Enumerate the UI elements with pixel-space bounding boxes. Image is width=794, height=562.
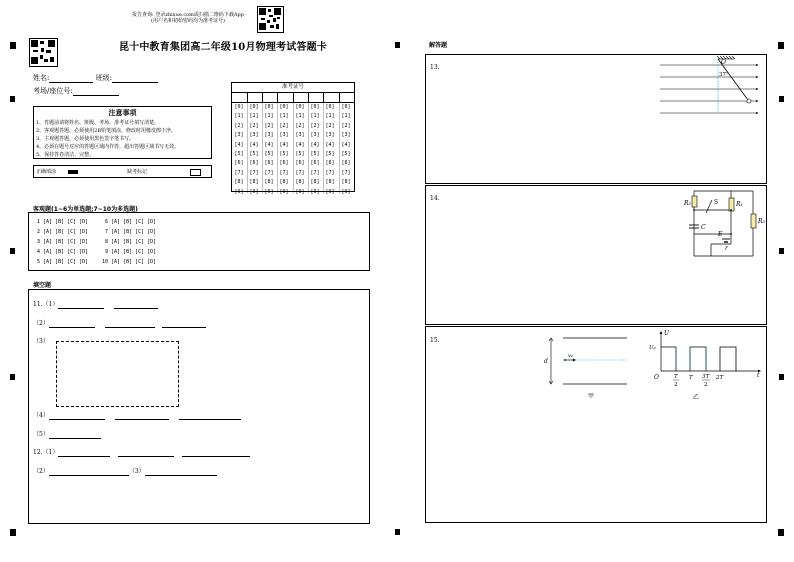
choice-row[interactable]: 2 [A] [B] [C] [D] — [37, 229, 89, 235]
q15-3t-den: 2 — [704, 382, 708, 388]
exam-id-bubble[interactable]: [3] — [279, 132, 289, 139]
choice-row[interactable]: 10 [A] [B] [C] [D] — [102, 259, 157, 265]
exam-id-bubble[interactable]: [8] — [234, 179, 244, 186]
center-mark-bottom — [395, 529, 400, 535]
q15-t-label: T — [689, 375, 693, 381]
fill-example-box — [33, 165, 212, 178]
exam-id-bubble[interactable]: [8] — [341, 179, 351, 186]
notice-item-2: 2、客观题答题，必须使用2B铅笔填涂，修改时用橡皮擦干净。 — [36, 128, 177, 134]
student-info — [33, 73, 158, 83]
blank[interactable] — [105, 320, 155, 328]
class-label: 班级: — [95, 74, 112, 82]
exam-id-bubble[interactable]: [3] — [295, 132, 305, 139]
q14-capacitor-label: C — [701, 224, 706, 231]
sheet-title: 昆十中教育集团高二年级10月物理考试答题卡 — [118, 42, 328, 53]
q11-5-label: （5） — [33, 431, 49, 438]
exam-id-bubble[interactable]: [5] — [279, 151, 289, 158]
exam-id-column — [310, 103, 320, 197]
exam-id-bubble[interactable]: [3] — [234, 132, 244, 139]
exam-id-bubble[interactable]: [7] — [249, 169, 259, 176]
corner-mark-bottom-right — [778, 529, 784, 536]
exam-id-bubble[interactable]: [8] — [325, 179, 335, 186]
exam-id-bubble[interactable]: [2] — [295, 122, 305, 129]
q12-1 — [33, 449, 250, 457]
exam-id-column — [341, 103, 351, 197]
exam-id-bubble[interactable]: [4] — [341, 141, 351, 148]
exam-id-bubble-grid[interactable] — [232, 103, 354, 193]
blank[interactable] — [179, 412, 241, 420]
q15-figure-a — [541, 332, 636, 404]
exam-id-column — [264, 103, 274, 197]
exam-id-bubble[interactable]: [5] — [234, 151, 244, 158]
exam-id-bubble[interactable]: [3] — [264, 132, 274, 139]
room-info — [33, 86, 119, 96]
room-field[interactable] — [73, 88, 119, 96]
exam-id-bubble[interactable]: [4] — [325, 141, 335, 148]
q15-caption-b: 乙 — [693, 394, 700, 401]
blank[interactable] — [182, 449, 250, 457]
exam-id-bubble[interactable]: [0] — [325, 104, 335, 110]
exam-id-bubble[interactable]: [6] — [234, 160, 244, 167]
notice-item-1: 1、答题前请将姓名、班级、考场、准考证号填写清楚。 — [36, 120, 160, 126]
notice-item-4: 4、必须在题号对应的答题区域内作答，超出答题区域书写无效。 — [36, 144, 180, 150]
choice-row[interactable]: 1 [A] [B] [C] [D] — [37, 219, 89, 225]
exam-id-bubble[interactable]: [8] — [249, 179, 259, 186]
score-notice-line2: (用户名和初始密码均为准考证号) — [151, 18, 225, 24]
q11-4 — [33, 412, 241, 420]
exam-id-bubble[interactable]: [7] — [310, 169, 320, 176]
notice-title: 注意事项 — [108, 108, 137, 117]
correct-fill-label: 正确填涂 — [36, 169, 57, 175]
q14-r2-label: R₂ — [684, 200, 691, 207]
exam-id-bubble[interactable]: [9] — [234, 188, 244, 195]
corner-mark-top-left — [10, 42, 16, 49]
blank[interactable] — [118, 449, 174, 457]
q15-v0-label: v₀ — [568, 353, 573, 359]
blank[interactable] — [145, 468, 217, 476]
q11-3-label: （3） — [33, 338, 49, 345]
q15-figure-b — [648, 327, 763, 402]
absent-mark-label: 缺考标记 — [127, 169, 148, 175]
notice-box — [33, 106, 212, 159]
q11-5 — [33, 431, 101, 439]
exam-id-bubble[interactable]: [2] — [310, 122, 320, 129]
fill-blank-title: 填空题 — [33, 282, 52, 289]
class-field[interactable] — [112, 75, 158, 83]
exam-id-bubble[interactable]: [1] — [295, 113, 305, 120]
side-mark-right-2 — [779, 248, 784, 254]
exam-id-bubble[interactable]: [2] — [279, 122, 289, 129]
q11-4-label: （4） — [33, 412, 49, 419]
exam-id-bubble[interactable]: [8] — [264, 179, 274, 186]
exam-id-bubble[interactable]: [0] — [295, 104, 305, 110]
exam-id-bubble[interactable]: [1] — [325, 113, 335, 120]
exam-id-bubble[interactable]: [8] — [310, 179, 320, 186]
q15-caption-a: 甲 — [588, 393, 595, 400]
choice-row[interactable]: 4 [A] [B] [C] [D] — [37, 249, 89, 255]
exam-id-bubble[interactable]: [5] — [341, 151, 351, 158]
absent-mark-checkbox[interactable] — [190, 169, 201, 176]
exam-id-bubble[interactable]: [7] — [279, 169, 289, 176]
choice-row[interactable]: 3 [A] [B] [C] [D] — [37, 239, 89, 245]
exam-id-bubble[interactable]: [9] — [249, 188, 259, 195]
exam-id-bubble[interactable]: [2] — [234, 122, 244, 129]
exam-id-bubble[interactable]: [5] — [325, 151, 335, 158]
choice-row[interactable]: 9 [A] [B] [C] [D] — [105, 249, 157, 255]
side-mark-left-3 — [10, 374, 15, 380]
score-notice-line1: 报告查询: 登录zhixue.com或扫描二维码下载App — [132, 12, 244, 18]
exam-id-bubble[interactable]: [5] — [264, 151, 274, 158]
q14-r1-label: R₁ — [736, 201, 743, 208]
choice-row[interactable]: 5 [A] [B] [C] [D] — [37, 259, 89, 265]
q15-origin-label: O — [654, 374, 659, 381]
exam-id-bubble[interactable]: [2] — [249, 122, 259, 129]
exam-id-bubble[interactable]: [9] — [264, 188, 274, 195]
exam-id-bubble[interactable]: [4] — [310, 141, 320, 148]
blank[interactable] — [49, 431, 101, 439]
q11-2 — [33, 320, 206, 328]
blank[interactable] — [162, 320, 206, 328]
exam-id-column — [325, 103, 335, 197]
q15-d-label: d — [544, 358, 548, 365]
q12-2-label: （2） — [33, 468, 49, 475]
exam-id-bubble[interactable]: [4] — [279, 141, 289, 148]
fill-blank-box — [28, 289, 370, 524]
blank[interactable] — [49, 320, 95, 328]
q15-2t-label: 2T — [716, 375, 724, 381]
exam-id-bubble[interactable]: [8] — [279, 179, 289, 186]
exam-id-column — [295, 103, 305, 197]
exam-id-bubble[interactable]: [7] — [264, 169, 274, 176]
name-field[interactable] — [49, 75, 93, 83]
corner-mark-top-right — [778, 42, 784, 49]
room-label: 考场/座位号: — [33, 87, 73, 95]
objective-box — [28, 212, 370, 271]
exam-id-bubble[interactable]: [6] — [295, 160, 305, 167]
exam-id-bubble[interactable]: [1] — [264, 113, 274, 120]
exam-id-bubble[interactable]: [3] — [249, 132, 259, 139]
q15-u-label: U — [664, 330, 670, 337]
exam-id-bubble[interactable]: [6] — [341, 160, 351, 167]
blank[interactable] — [115, 412, 169, 420]
q15-t-axis-label: t — [757, 372, 760, 379]
exam-id-write-row[interactable] — [232, 93, 354, 103]
q14-r3-label: R₃ — [758, 218, 765, 225]
exam-id-bubble[interactable]: [9] — [310, 188, 320, 195]
exam-id-bubble[interactable]: [1] — [279, 113, 289, 120]
exam-id-bubble[interactable]: [1] — [249, 113, 259, 120]
exam-id-bubble[interactable]: [1] — [234, 113, 244, 120]
exam-id-bubble[interactable]: [8] — [295, 179, 305, 186]
q12-label: 12.（1） — [33, 449, 59, 456]
blank[interactable] — [58, 301, 104, 309]
q13-number: 13. — [430, 64, 440, 71]
exam-id-bubble[interactable]: [4] — [249, 141, 259, 148]
sheet-qr-code — [29, 38, 58, 67]
exam-id-bubble[interactable]: [2] — [325, 122, 335, 129]
q15-3t-num: 3T — [702, 374, 710, 380]
q11-label: 11.（1） — [33, 301, 59, 308]
blank[interactable] — [114, 301, 158, 309]
q15-number: 15. — [430, 337, 440, 344]
exam-id-bubble[interactable]: [7] — [234, 169, 244, 176]
exam-id-bubble[interactable]: [6] — [249, 160, 259, 167]
exam-id-title: 准考证号 — [232, 83, 354, 93]
q12-2 — [33, 468, 217, 476]
exam-id-bubble[interactable]: [7] — [341, 169, 351, 176]
exam-id-bubble[interactable]: [6] — [264, 160, 274, 167]
side-mark-left-1 — [10, 96, 15, 102]
q11-1 — [33, 301, 158, 309]
answer-section-title: 解答题 — [429, 42, 448, 49]
notice-item-5: 5、保持答卷清洁、完整。 — [36, 152, 95, 158]
exam-id-bubble[interactable]: [6] — [279, 160, 289, 167]
exam-id-bubble[interactable]: [3] — [325, 132, 335, 139]
choice-row[interactable]: 7 [A] [B] [C] [D] — [105, 229, 157, 235]
exam-id-bubble[interactable]: [5] — [295, 151, 305, 158]
exam-id-bubble[interactable]: [0] — [341, 104, 351, 110]
choice-row[interactable]: 8 [A] [B] [C] [D] — [105, 239, 157, 245]
q12-3-label: （3） — [128, 468, 145, 475]
exam-id-bubble[interactable]: [6] — [325, 160, 335, 167]
exam-id-bubble[interactable]: [0] — [279, 104, 289, 110]
exam-id-bubble[interactable]: [9] — [341, 188, 351, 195]
exam-id-bubble[interactable]: [4] — [295, 141, 305, 148]
exam-id-bubble[interactable]: [2] — [264, 122, 274, 129]
exam-id-bubble[interactable]: [7] — [295, 169, 305, 176]
exam-id-bubble[interactable]: [0] — [310, 104, 320, 110]
q11-2-label: （2） — [33, 320, 49, 327]
exam-id-bubble[interactable]: [1] — [310, 113, 320, 120]
exam-id-bubble[interactable]: [9] — [295, 188, 305, 195]
q14-answer-box[interactable] — [425, 185, 767, 325]
exam-id-bubble[interactable]: [3] — [310, 132, 320, 139]
objective-title: 客观题(1~6为单选题;7~10为多选题) — [33, 206, 138, 213]
app-qr-code — [257, 6, 284, 33]
notice-item-3: 3、主观题答题，必须使用黑色签字笔书写。 — [36, 136, 135, 142]
blank[interactable] — [49, 468, 129, 476]
choice-row[interactable]: 6 [A] [B] [C] [D] — [105, 219, 157, 225]
q14-emf-label: E — [718, 231, 723, 238]
exam-id-column — [279, 103, 289, 197]
side-mark-left-2 — [10, 248, 15, 254]
q14-number: 14. — [430, 195, 440, 202]
exam-id-bubble[interactable]: [1] — [341, 113, 351, 120]
exam-id-box — [231, 82, 355, 195]
q13-point-label: O — [721, 59, 726, 66]
q14-switch-label: S — [714, 199, 719, 206]
blank[interactable] — [49, 412, 105, 420]
q11-3-drawing-area[interactable] — [56, 341, 179, 407]
q15-t-half-num: T — [674, 374, 678, 380]
exam-id-column — [249, 103, 259, 197]
exam-id-bubble[interactable]: [0] — [264, 104, 274, 110]
q14-internal-r-label: r — [725, 245, 728, 252]
blank[interactable] — [58, 449, 110, 457]
center-mark-top — [395, 42, 400, 48]
exam-id-bubble[interactable]: [3] — [341, 132, 351, 139]
q13-figure — [658, 55, 768, 125]
name-label: 姓名: — [33, 74, 50, 82]
exam-id-bubble[interactable]: [7] — [325, 169, 335, 176]
q15-answer-box[interactable] — [425, 326, 767, 523]
exam-id-bubble[interactable]: [0] — [249, 104, 259, 110]
corner-mark-bottom-left — [10, 529, 16, 536]
q14-circuit-figure — [681, 186, 767, 264]
exam-id-bubble[interactable]: [5] — [249, 151, 259, 158]
exam-id-column — [234, 103, 244, 197]
correct-fill-sample — [68, 170, 78, 174]
exam-id-bubble[interactable]: [4] — [234, 141, 244, 148]
exam-id-bubble[interactable]: [0] — [234, 104, 244, 110]
exam-id-bubble[interactable]: [2] — [341, 122, 351, 129]
side-mark-right-3 — [779, 374, 784, 380]
exam-id-bubble[interactable]: [4] — [264, 141, 274, 148]
q15-u0-label: U₀ — [649, 345, 656, 351]
q13-answer-box[interactable] — [425, 54, 767, 184]
q15-t-half-den: 2 — [674, 382, 678, 388]
exam-id-bubble[interactable]: [9] — [325, 188, 335, 195]
q13-angle-label: 37° — [719, 72, 729, 78]
side-mark-right-1 — [779, 96, 784, 102]
exam-id-bubble[interactable]: [9] — [279, 188, 289, 195]
exam-id-bubble[interactable]: [5] — [310, 151, 320, 158]
exam-id-bubble[interactable]: [6] — [310, 160, 320, 167]
